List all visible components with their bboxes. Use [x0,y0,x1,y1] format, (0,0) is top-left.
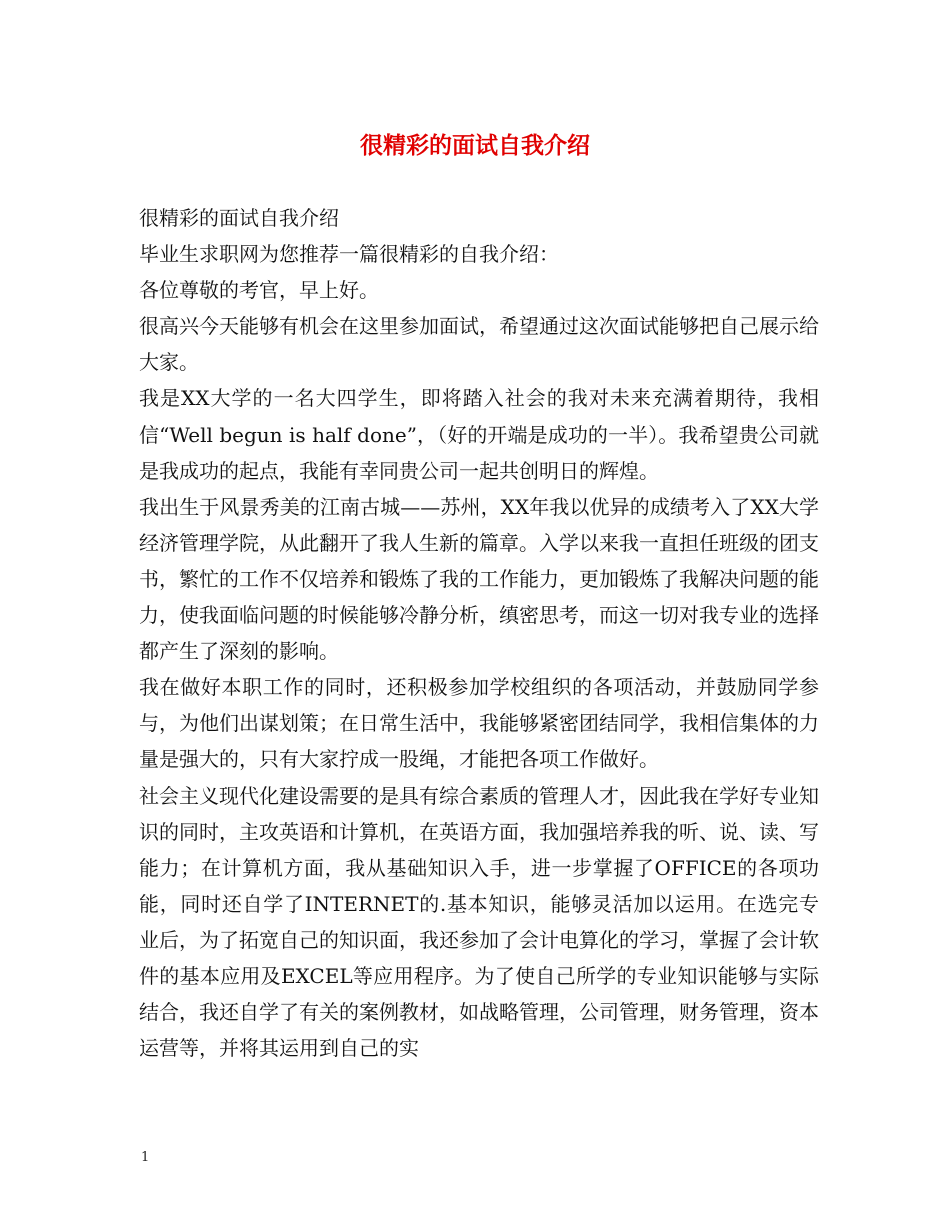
paragraph-activities: 我在做好本职工作的同时，还积极参加学校组织的各项活动，并鼓励同学参与，为他们出谋划策；在日常生活中，我能够紧密团结同学，我相信集体的力量是强大的，只有大家拧成一股绳，才能把各项工作做好。 [139,675,819,772]
paragraph-intro: 毕业生求职网为您推荐一篇很精彩的自我介绍： [139,242,559,267]
paragraph-heading-repeat: 很精彩的面试自我介绍 [139,206,339,230]
paragraph-education: 我出生于风景秀美的江南古城——苏州，XX年我以优异的成绩考入了XX大学经济管理学院，从此翻开了我人生新的篇章。入学以来我一直担任班级的团支书，繁忙的工作不仅培养和锻炼了我的工作能力，更加锻炼了我解决问题的能力，使我面临问题的时候能够冷静分析，缜密思考，而这一切对我专业的选择都产生了深刻的影响。 [139,494,819,664]
paragraph-skills: 社会主义现代化建设需要的是具有综合素质的管理人才，因此我在学好专业知识的同时，主攻英语和计算机，在英语方面，我加强培养我的听、说、读、写能力；在计算机方面，我从基础知识入手，进一步掌握了OFFICE的各项功能，同时还自学了INTERNET的.基本知识，能够灵活加以运用。在选完专业后，为了拓宽自己的知识面，我还参加了会计电算化的学习，掌握了会计软件的基本应用及EXCEL等应用程序。为了使自己所学的专业知识能够与实际结合，我还自学了有关的案例教材，如战略管理，公司管理，财务管理，资本运营等，并将其运用到自己的实 [139,783,819,1061]
paragraph-background: 我是XX大学的一名大四学生，即将踏入社会的我对未来充满着期待，我相信“Well begun is half done”，（好的开端是成功的一半）。我希望贵公司就是我成功的起点，我能有幸同贵公司一起共创明日的辉煌。 [139,386,819,483]
document-title: 很精彩的面试自我介绍 [360,133,590,159]
document-body [139,200,819,1066]
paragraph-opening: 很高兴今天能够有机会在这里参加面试，希望通过这次面试能够把自己展示给大家。 [139,314,819,375]
paragraph-greeting: 各位尊敬的考官，早上好。 [139,278,379,303]
page-number: 1 [141,1150,150,1165]
